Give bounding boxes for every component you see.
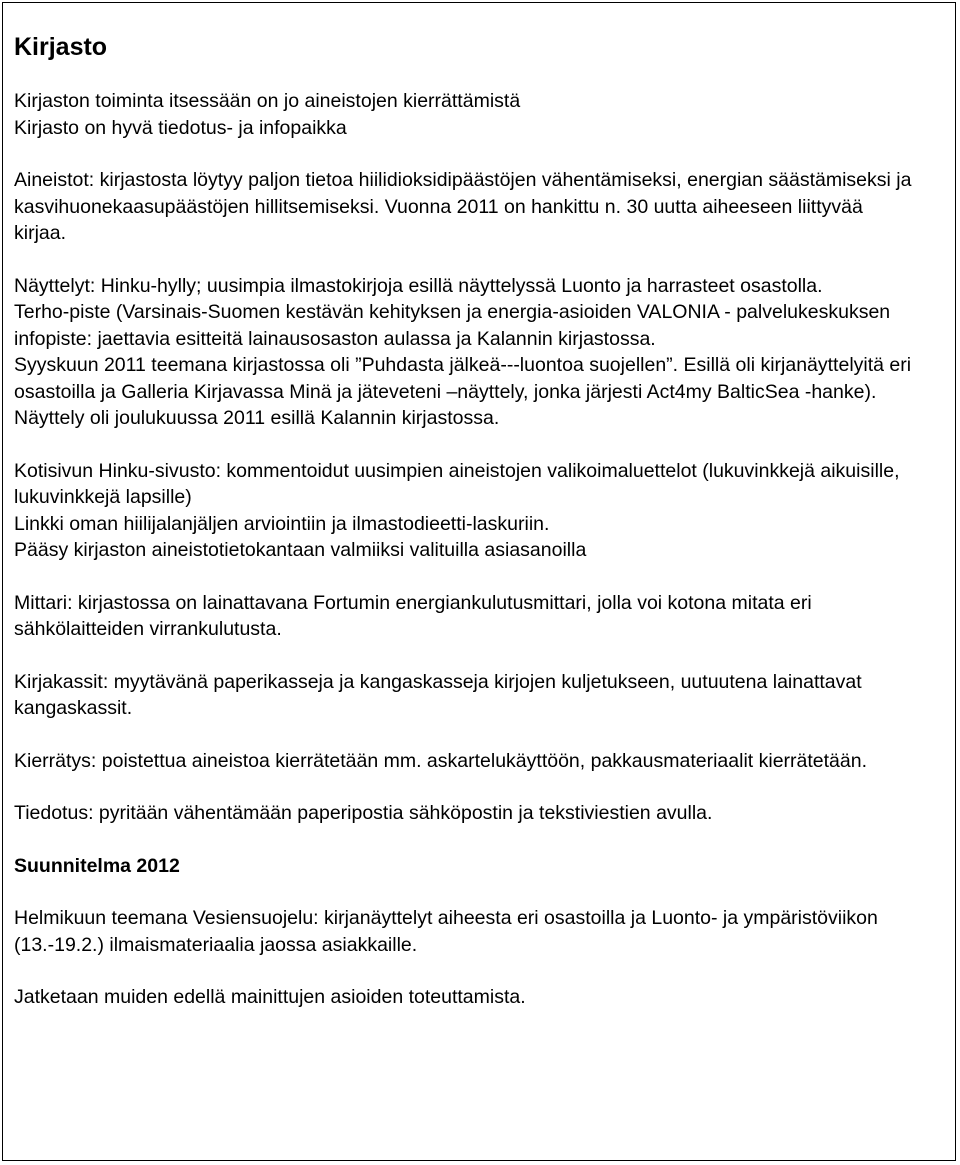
paragraph-paasy: Pääsy kirjaston aineistotietokantaan valmiiksi valituilla asiasanoilla <box>14 539 587 561</box>
spacer <box>14 958 914 984</box>
paragraph-mittari: Mittari: kirjastossa on lainattavana Fortumin energiankulutusmittari, jolla voi kotona mitata eri sähkölaitteiden virrankulutusta. <box>14 591 812 640</box>
paragraph-kierratys: Kierrätys: poistettua aineistoa kierrätetään mm. askartelukäyttöön, pakkausmateriaalit kierrätetään. <box>14 749 868 772</box>
paragraph-jatketaan: Jatketaan muiden edellä mainittujen asioiden toteuttamista. <box>14 986 526 1008</box>
spacer <box>14 643 914 669</box>
paragraph-kirjakassit: Kirjakassit: myytävänä paperikasseja ja kangaskasseja kirjojen kuljetukseen, uutuutena lainattavat kangaskassit. <box>14 670 862 719</box>
intro-line-1: Kirjaston toiminta itsessään on jo aineistojen kierrättämistä <box>14 90 521 112</box>
spacer <box>14 141 914 167</box>
paragraph-terho-piste: Terho-piste (Varsinais-Suomen kestävän kehityksen ja energia-asioiden VALONIA - palvelukeskuksen infopiste: jaettavia esitteitä lainausosaston aulassa ja Kalannin kirjastossa. <box>14 301 891 350</box>
spacer <box>14 722 914 748</box>
section-heading-suunnitelma: Suunnitelma 2012 <box>14 854 180 877</box>
paragraph-aineistot: Aineistot: kirjastosta löytyy paljon tietoa hiilidioksidipäästöjen vähentämiseksi, energian säästämiseksi ja kasvihuonekaasupäästöjen hillitsemiseksi. Vuonna 2011 on hankittu n. 30 uutta aiheeseen liittyvää kirjaa. <box>14 169 912 244</box>
paragraph-kotisivu: Kotisivun Hinku-sivusto: kommentoidut uusimpien aineistojen valikoimaluettelot (lukuvinkkejä aikuisille, lukuvinkkejä lapsille) <box>14 459 900 508</box>
paragraph-linkki: Linkki oman hiilijalanjäljen arviointiin ja ilmastodieetti-laskuriin. <box>14 512 550 535</box>
document-body <box>14 30 914 1011</box>
page-title: Kirjasto <box>14 33 108 61</box>
intro-line-2: Kirjasto on hyvä tiedotus- ja infopaikka <box>14 116 347 139</box>
spacer <box>14 247 914 273</box>
spacer <box>14 827 914 853</box>
paragraph-syyskuu: Syyskuun 2011 teemana kirjastossa oli ”Puhdasta jälkeä---luontoa suojellen”. Esillä oli kirjanäyttelyitä eri osastoilla ja Galleria Kirjavassa Minä ja jäteveteni –näyttely, jonka järjesti Act4my BalticSea -hanke). Näyttely oli joulukuussa 2011 esillä Kalannin kirjastossa. <box>14 354 912 429</box>
paragraph-helmikuu: Helmikuun teemana Vesiensuojelu: kirjanäyttelyt aiheesta eri osastoilla ja Luonto- ja ympäristöviikon (13.-19.2.) ilmaismateriaalia jaossa asiakkaille. <box>14 907 878 956</box>
spacer <box>14 774 914 800</box>
paragraph-tiedotus: Tiedotus: pyritään vähentämään paperipostia sähköpostin ja tekstiviestien avulla. <box>14 802 713 824</box>
spacer <box>14 432 914 458</box>
paragraph-nayttelyt: Näyttelyt: Hinku-hylly; uusimpia ilmastokirjoja esillä näyttelyssä Luonto ja harrasteet osastolla. <box>14 274 823 297</box>
spacer <box>14 879 914 905</box>
spacer <box>14 564 914 590</box>
